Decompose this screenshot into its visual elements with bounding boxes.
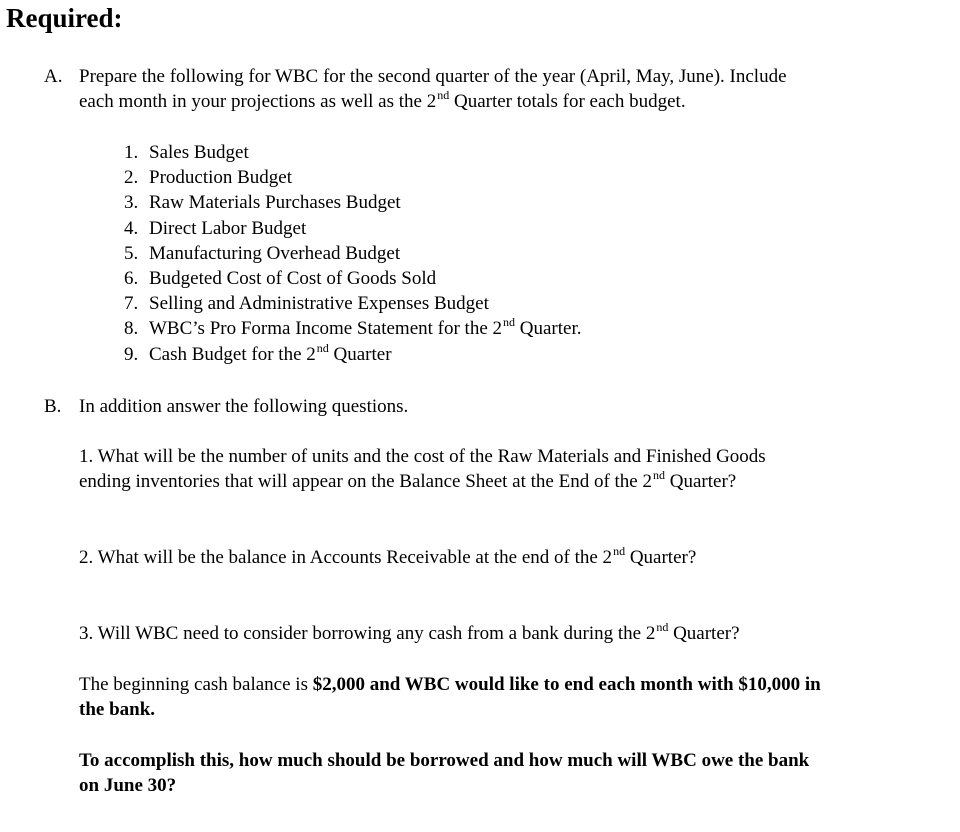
question-3: 3. Will WBC need to consider borrowing any cash from a bank during the 2nd Quarter? (79, 620, 740, 644)
question-2: 2. What will be the balance in Accounts Receivable at the end of the 2nd Quarter? (79, 544, 697, 568)
section-b-marker: B. (44, 396, 62, 417)
budget-list-item: 9. Cash Budget for the 2nd Quarter (124, 341, 392, 365)
section-a-marker: A. (44, 66, 63, 87)
section-a-line-2: each month in your projections as well as the 2nd Quarter totals for each budget. (79, 88, 686, 112)
borrow-question-line-2: on June 30? (79, 775, 177, 796)
budget-list-item: 6. Budgeted Cost of Cost of Goods Sold (124, 268, 437, 289)
page-heading: Required: (6, 3, 123, 33)
budget-list-item: 3. Raw Materials Purchases Budget (124, 192, 401, 213)
borrow-question-line-1: To accomplish this, how much should be borrowed and how much will WBC owe the bank (79, 750, 810, 771)
budget-list-item: 2. Production Budget (124, 167, 293, 188)
section-b-intro: In addition answer the following questions. (79, 396, 409, 417)
cash-balance-line-1: The beginning cash balance is $2,000 and WBC would like to end each month with $10,000 in (79, 674, 821, 695)
budget-list-item: 5. Manufacturing Overhead Budget (124, 243, 401, 264)
section-a-line-1: Prepare the following for WBC for the second quarter of the year (April, May, June). Include (79, 66, 787, 87)
budget-list-item: 8. WBC’s Pro Forma Income Statement for the 2nd Quarter. (124, 315, 582, 339)
question-1-line-2: ending inventories that will appear on the Balance Sheet at the End of the 2nd Quarter? (79, 468, 737, 492)
question-1-line-1: 1. What will be the number of units and the cost of the Raw Materials and Finished Goods (79, 446, 766, 467)
budget-list-item: 1. Sales Budget (124, 142, 249, 163)
budget-list-item: 7. Selling and Administrative Expenses Budget (124, 293, 489, 314)
cash-balance-line-2: the bank. (79, 699, 156, 720)
budget-list-item: 4. Direct Labor Budget (124, 218, 307, 239)
